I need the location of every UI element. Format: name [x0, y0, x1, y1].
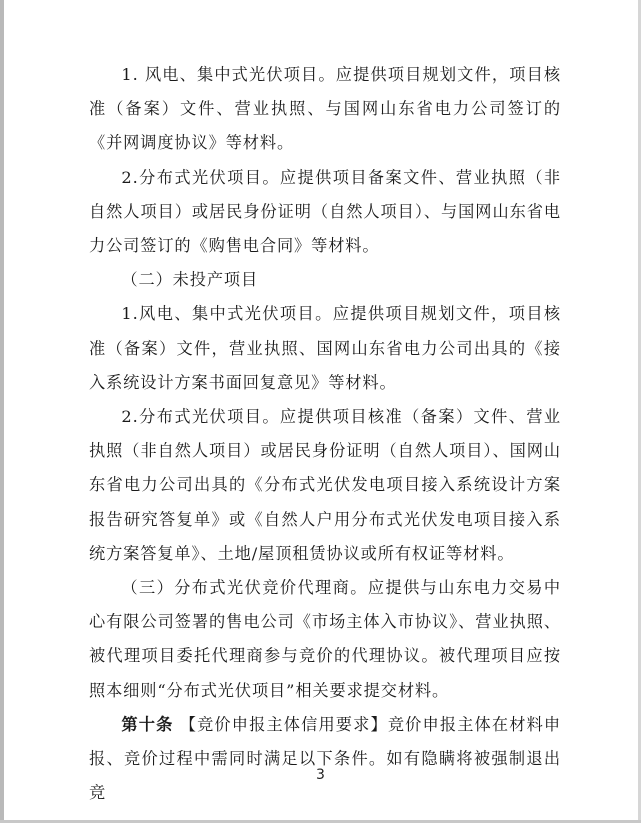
paragraph-distributed-pv-existing: 2.分布式光伏项目。应提供项目备案文件、营业执照（非自然人项目）或居民身份证明（自然人项目）、与国网山东省电力公司签订的《购售电合同》等材料。	[89, 167, 561, 256]
document-body	[89, 58, 561, 810]
paragraph-bidding-agent: （三）分布式光伏竞价代理商。应提供与山东电力交易中心有限公司签署的售电公司《市场主体入市协议》、营业执照、被代理项目委托代理商参与竞价的代理协议。被代理项目应按照本细则“分布式光伏项目”相关要求提交材料。	[89, 578, 561, 700]
article-ten	[89, 708, 561, 811]
section-heading-not-in-operation: （二）未投产项目	[121, 270, 259, 290]
page-number: 3	[316, 767, 325, 783]
article-label: 第十条	[121, 714, 174, 734]
article-text: 【竞价申报主体信用要求】竞价申报主体在材料申报、竞价过程中需同时满足以下条件。如有隐瞒将被强制退出竞	[89, 714, 561, 803]
page-left-edge	[0, 0, 4, 823]
paragraph-wind-solar-new: 1.风电、集中式光伏项目。应提供项目规划文件，项目核准（备案）文件，营业执照、国网山东省电力公司出具的《接入系统设计方案书面回复意见》等材料。	[89, 304, 561, 392]
paragraph-wind-solar-existing: 1. 风电、集中式光伏项目。应提供项目规划文件，项目核准（备案）文件、营业执照、与国网山东省电力公司签订的《并网调度协议》等材料。	[89, 65, 561, 153]
paragraph-distributed-pv-new: 2.分布式光伏项目。应提供项目核准（备案）文件、营业执照（非自然人项目）或居民身份证明（自然人项目）、国网山东省电力公司出具的《分布式光伏发电项目接入系统设计方案报告研究答复单》或《自然人户用分布式光伏发电项目接入系统方案答复单》、土地/屋顶租赁协议或所有权证等材料。	[89, 407, 561, 563]
